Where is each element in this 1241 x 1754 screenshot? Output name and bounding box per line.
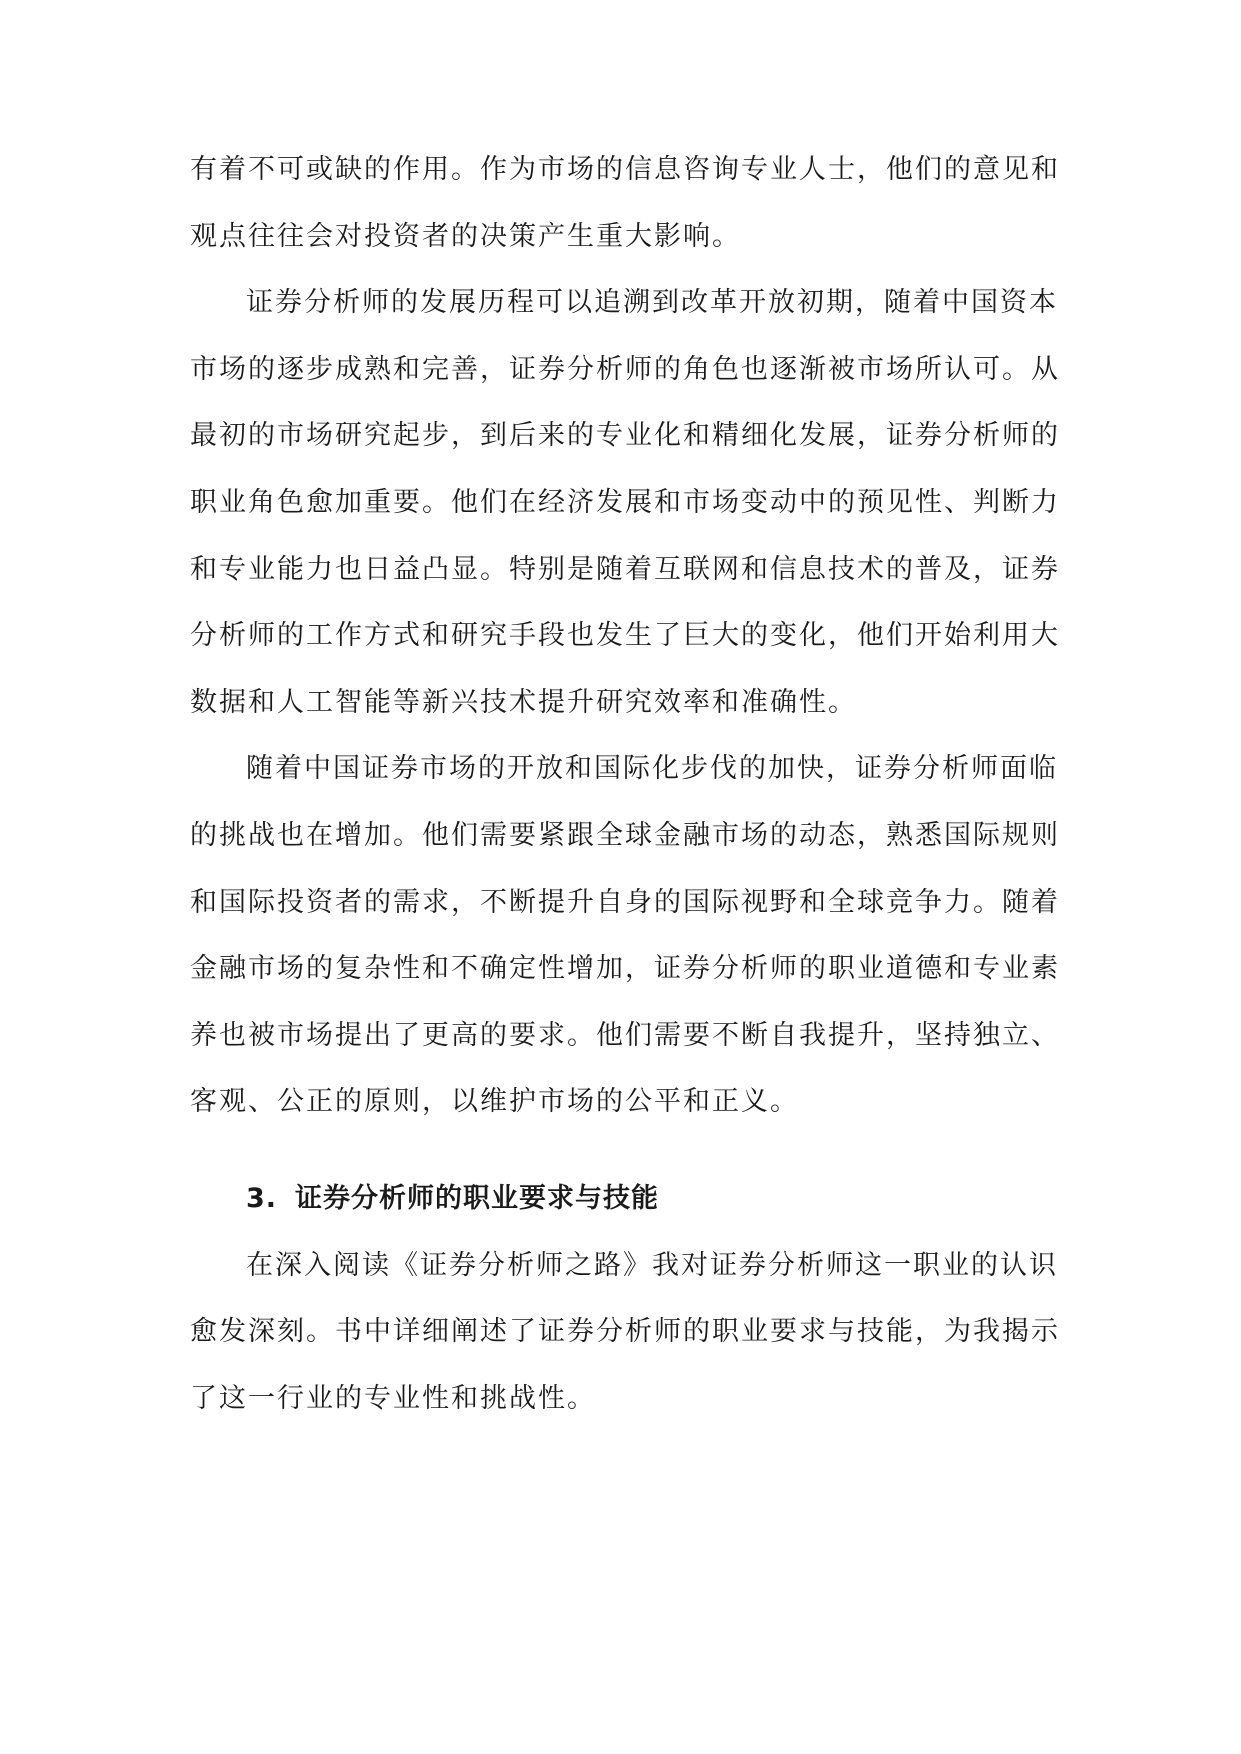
text-line: 职业角色愈加重要。他们在经济发展和市场变动中的预见性、判断力 [190,486,1060,518]
text-line: 和专业能力也日益凸显。特别是随着互联网和信息技术的普及，证券 [190,553,1060,585]
text-line: 有着不可或缺的作用。作为市场的信息咨询专业人士，他们的意见和 [190,154,1060,185]
text-line: 在深入阅读《证券分析师之路》我对证券分析师这一职业的认识 [246,1249,1058,1281]
text-line: 金融市场的复杂性和不确定性增加，证券分析师的职业道德和专业素 [190,953,1060,985]
document-body [190,137,1070,1432]
section-number: 3. [246,1182,278,1214]
section-heading [190,1166,1070,1233]
text-line: 证券分析师的发展历程可以追溯到改革开放初期，随着中国资本 [246,287,1058,319]
text-line: 分析师的工作方式和研究手段也发生了巨大的变化，他们开始利用大 [190,620,1060,652]
text-line: 最初的市场研究起步，到后来的专业化和精细化发展，证券分析师的 [190,420,1060,452]
text-line: 随着中国证券市场的开放和国际化步伐的加快，证券分析师面临 [246,753,1058,785]
text-line: 愈发深刻。书中详细阐述了证券分析师的职业要求与技能，为我揭示 [190,1316,1060,1348]
text-line: 数据和人工智能等新兴技术提升研究效率和准确性。 [190,686,857,718]
text-line: 和国际投资者的需求，不断提升自身的国际视野和全球竞争力。随着 [190,886,1060,918]
paragraph [190,1233,1070,1433]
text-line: 客观、公正的原则，以维护市场的公平和正义。 [190,1086,799,1118]
text-line: 观点往往会对投资者的决策产生重大影响。 [190,220,741,252]
paragraph [190,270,1070,736]
text-line: 的挑战也在增加。他们需要紧跟全球金融市场的动态，熟悉国际规则 [190,819,1060,851]
text-line: 了这一行业的专业性和挑战性。 [190,1382,596,1414]
paragraph [190,736,1070,1136]
text-line: 市场的逐步成熟和完善，证券分析师的角色也逐渐被市场所认可。从 [190,353,1060,385]
section-title: 证券分析师的职业要求与技能 [295,1182,660,1214]
text-line: 养也被市场提出了更高的要求。他们需要不断自我提升，坚持独立、 [190,1019,1060,1051]
paragraph [190,137,1070,270]
